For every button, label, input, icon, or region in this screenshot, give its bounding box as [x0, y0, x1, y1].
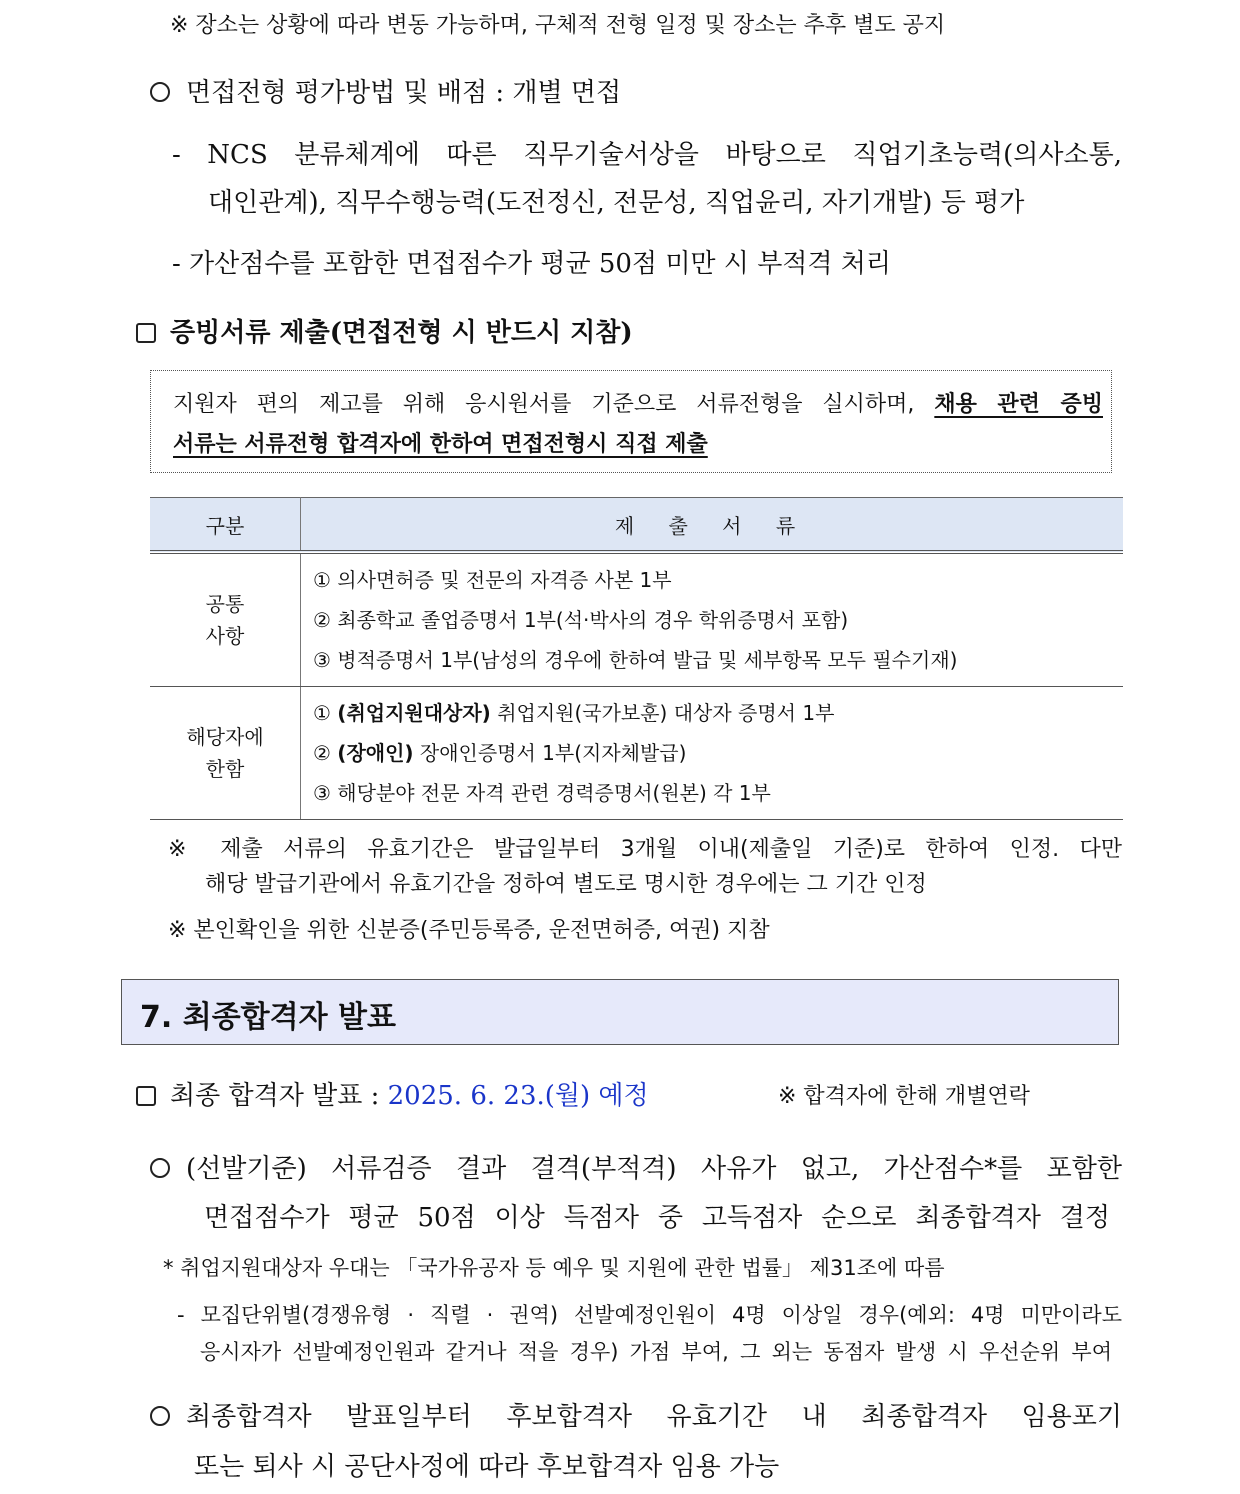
table-row-applicable — [150, 687, 1123, 820]
applicable-item-1-num: ① — [313, 701, 331, 725]
dash-line1: - 모집단위별(경쟁유형 · 직렬 · 권역) 선발예정인원이 4명 이상일 경우(예외: 4명 미만이라도 — [177, 1303, 1122, 1327]
applicable-item-1-text: 취업지원(국가보훈) 대상자 증명서 1부 — [497, 701, 835, 725]
common-item-2: ② 최종학교 졸업증명서 1부(석·박사의 경우 학위증명서 포함) — [313, 608, 849, 632]
documents-heading-text: 증빙서류 제출(면접전형 시 반드시 지참) — [170, 318, 633, 348]
id-note: ※ 본인확인을 위한 신분증(주민등록증, 운전면허증, 여권) 지참 — [168, 918, 770, 943]
notice-line1-emphasis: 채용 관련 증빙 — [934, 392, 1103, 417]
applicable-item-2-text: 장애인증명서 1부(지자체발급) — [419, 741, 687, 765]
common-item-1: ① 의사면허증 및 전문의 자격증 사본 1부 — [313, 568, 672, 592]
header-category-text: 구분 — [205, 513, 245, 538]
criteria-line1 — [150, 1148, 1122, 1185]
section-7-bar — [121, 979, 1119, 1045]
validity-note-line2: 해당 발급기관에서 유효기간을 정하여 별도로 명시한 경우에는 그 기간 인정 — [205, 872, 927, 897]
announce-note: ※ 합격자에 한해 개별연락 — [778, 1084, 1030, 1109]
interview-method-heading-text: 면접전형 평가방법 및 배점 : 개별 면접 — [186, 78, 622, 108]
row-common-items — [301, 552, 1124, 687]
row-common-label-line1: 공통 — [205, 592, 245, 616]
dash-line2: 응시자가 선발예정인원과 같거나 적을 경우) 가점 부여, 그 외는 동점자 발생 시 우선순위 부여 — [200, 1340, 1112, 1364]
applicable-item-1 — [301, 693, 1123, 733]
bullet-circle-icon — [150, 1406, 170, 1426]
announce-line — [136, 1075, 649, 1112]
table-header-documents — [301, 498, 1124, 553]
table-row-common — [150, 552, 1123, 687]
common-item-3: ③ 병적증명서 1부(남성의 경우에 한하여 발급 및 세부항목 모두 필수기재) — [313, 648, 958, 672]
notice-line1-plain: 지원자 편의 제고를 위해 응시원서를 기준으로 서류전형을 실시하며, — [173, 392, 915, 417]
documents-heading — [136, 312, 633, 349]
section-7-title: 7. 최종합격자 발표 — [140, 1000, 397, 1035]
interview-method-heading — [150, 72, 621, 109]
announce-label: 최종 합격자 발표 : — [170, 1081, 380, 1111]
row-applicable-label-line1: 해당자에 — [186, 725, 264, 749]
row-common-label-line2: 사항 — [205, 624, 245, 648]
applicable-item-3: ③ 해당분야 전문 자격 관련 경력증명서(원본) 각 1부 — [313, 781, 771, 805]
reserve-line1-text: 최종합격자 발표일부터 후보합격자 유효기간 내 최종합격자 임용포기 — [186, 1402, 1122, 1432]
table-header-row — [150, 498, 1123, 553]
reserve-line1 — [150, 1396, 1122, 1433]
footnote-preference: * 취업지원대상자 우대는 「국가유공자 등 예우 및 지원에 관한 법률」 제31조에 따름 — [163, 1256, 945, 1280]
checkbox-square-icon — [136, 323, 156, 343]
notice-line1 — [173, 387, 1103, 418]
table-header-category — [150, 498, 301, 553]
row-common-label — [150, 552, 301, 687]
criteria-line2: 면접점수가 평균 50점 이상 득점자 중 고득점자 순으로 최종합격자 결정 — [204, 1203, 1110, 1233]
interview-item2: - 가산점수를 포함한 면접점수가 평균 50점 미만 시 부적격 처리 — [172, 249, 892, 279]
announce-date: 2025. 6. 23.(월) 예정 — [387, 1081, 649, 1111]
documents-notice-box — [150, 370, 1112, 473]
reserve-line2: 또는 퇴사 시 공단사정에 따라 후보합격자 임용 가능 — [194, 1452, 780, 1482]
row-applicable-items — [301, 687, 1124, 820]
bullet-circle-icon — [150, 1158, 170, 1178]
documents-table — [150, 497, 1123, 820]
checkbox-square-icon — [136, 1086, 156, 1106]
interview-item1-line1: - NCS 분류체계에 따른 직무기술서상을 바탕으로 직업기초능력(의사소통, — [172, 140, 1122, 170]
location-note: ※ 장소는 상황에 따라 변동 가능하며, 구체적 전형 일정 및 장소는 추후 별도 공지 — [170, 13, 946, 38]
criteria-line1-text: (선발기준) 서류검증 결과 결격(부적격) 사유가 없고, 가산점수*를 포함한 — [186, 1154, 1122, 1184]
applicable-item-2-bold: (장애인) — [337, 741, 414, 765]
row-applicable-label-line2: 한함 — [205, 757, 245, 781]
row-applicable-label — [150, 687, 301, 820]
bullet-circle-icon — [150, 82, 170, 102]
validity-note-line1: ※ 제출 서류의 유효기간은 발급일부터 3개월 이내(제출일 기준)로 한하여 인정. 다만 — [168, 837, 1122, 862]
notice-line2: 서류는 서류전형 합격자에 한하여 면접전형시 직접 제출 — [173, 432, 708, 457]
applicable-item-2-num: ② — [313, 741, 331, 765]
interview-item1-line2: 대인관계), 직무수행능력(도전정신, 전문성, 직업윤리, 자기개발) 등 평가 — [208, 188, 1025, 218]
header-documents-text: 제 출 서 류 — [614, 513, 810, 538]
applicable-item-1-bold: (취업지원대상자) — [337, 701, 491, 725]
applicable-item-2 — [301, 733, 1123, 773]
